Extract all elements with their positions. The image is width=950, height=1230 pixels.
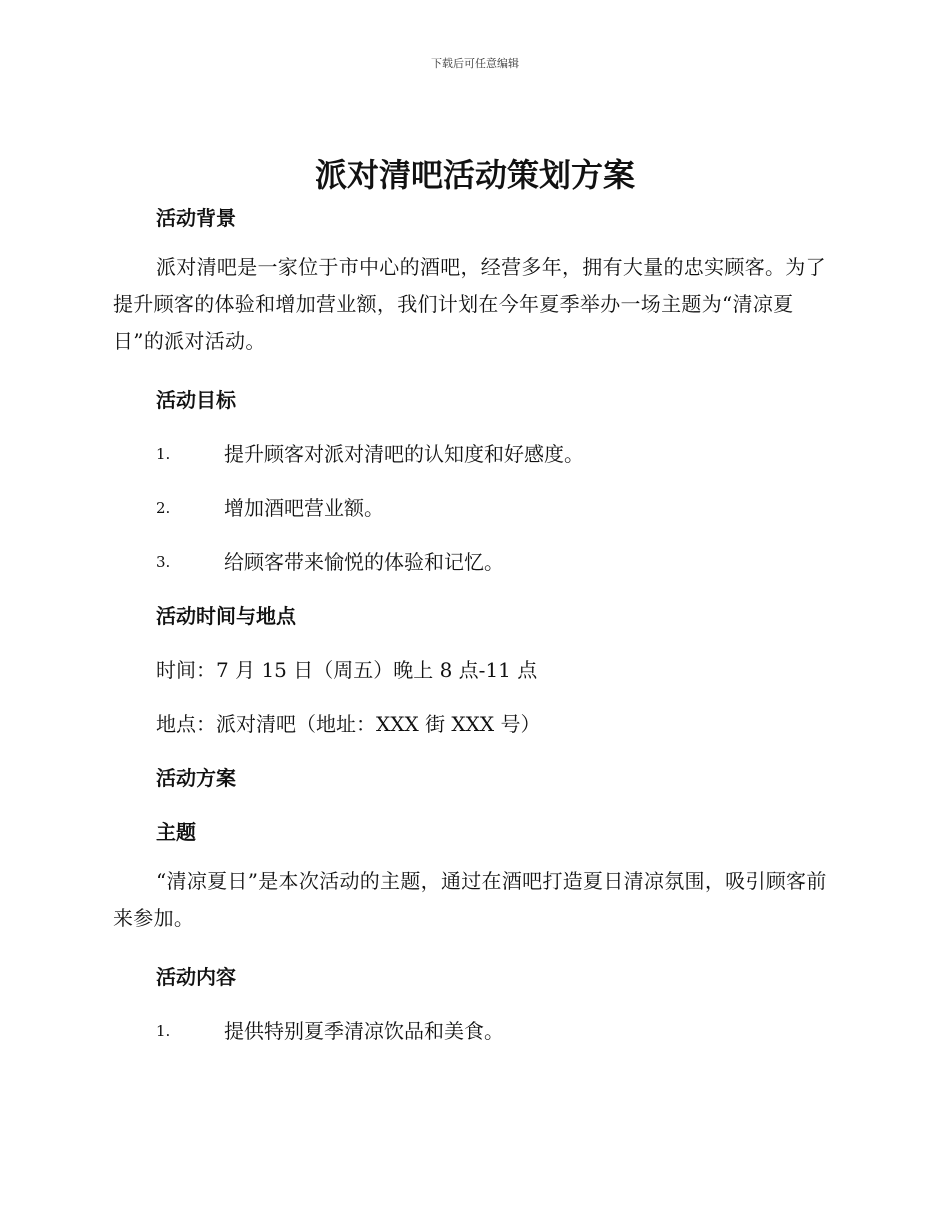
list-number: 3. (156, 553, 171, 571)
section-heading-background: 活动背景 (156, 206, 236, 230)
page-header-note: 下载后可任意编辑 (431, 57, 519, 70)
background-paragraph: 派对清吧是一家位于市中心的酒吧，经营多年，拥有大量的忠实顾客。为了提升顾客的体验和增加营业额，我们计划在今年夏季举办一场主题为“清凉夏日”的派对活动。 (113, 255, 826, 353)
list-item (113, 1016, 838, 1046)
section-heading-goals: 活动目标 (156, 388, 236, 412)
document-body (113, 203, 838, 1046)
list-number: 1. (156, 445, 171, 463)
list-item (113, 547, 838, 577)
list-item (113, 439, 838, 469)
event-place: 地点：派对清吧（地址：XXX 街 XXX 号） (156, 712, 541, 736)
document-title: 派对清吧活动策划方案 (314, 156, 635, 194)
section-heading-time-place: 活动时间与地点 (156, 604, 296, 628)
list-text: 提升顾客对派对清吧的认知度和好感度。 (224, 442, 584, 466)
list-item (113, 493, 838, 523)
list-text: 增加酒吧营业额。 (224, 496, 384, 520)
section-heading-content: 活动内容 (156, 965, 236, 989)
section-heading-theme: 主题 (156, 820, 196, 844)
theme-paragraph: “清凉夏日”是本次活动的主题，通过在酒吧打造夏日清凉氛围，吸引顾客前来参加。 (113, 869, 827, 930)
list-number: 2. (156, 499, 171, 517)
section-heading-plan: 活动方案 (156, 766, 236, 790)
list-number: 1. (156, 1022, 171, 1040)
list-text: 给顾客带来愉悦的体验和记忆。 (224, 550, 504, 574)
list-text: 提供特别夏季清凉饮品和美食。 (224, 1019, 504, 1043)
event-time: 时间：7 月 15 日（周五）晚上 8 点-11 点 (156, 658, 538, 682)
